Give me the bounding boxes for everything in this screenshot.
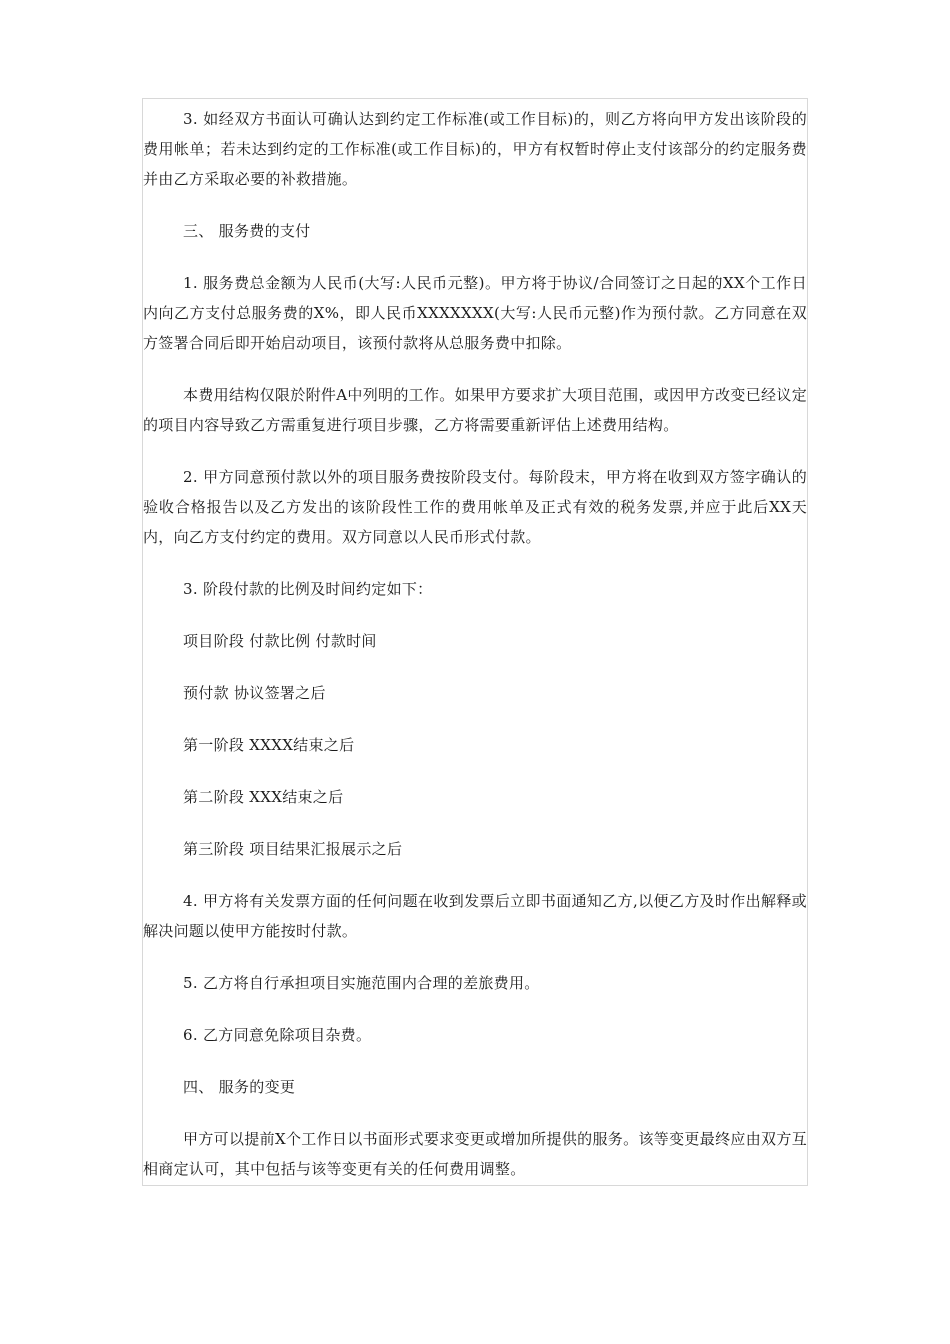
fee-structure-scope: 本费用结构仅限於附件A中列明的工作。如果甲方要求扩大项目范围，或因甲方改变已经议定的项目内容导致乙方需重复进行项目步骤，乙方将需要重新评估上述费用结构。 (143, 386, 807, 434)
clause-3-acceptance: 3. 如经双方书面认可确认达到约定工作标准(或工作目标)的，则乙方将向甲方发出该阶段的费用帐单；若未达到约定的工作标准(或工作目标)的，甲方有权暂时停止支付该部分的约定服务费并由乙方采取必要的补救措施。 (143, 110, 807, 188)
schedule-row-prepayment: 预付款 协议签署之后 (183, 684, 326, 702)
clause-3-payment-schedule: 3. 阶段付款的比例及时间约定如下： (183, 580, 433, 598)
service-change-clause: 甲方可以提前X个工作日以书面形式要求变更或增加所提供的服务。该等变更最终应由双方互相商定认可，其中包括与该等变更有关的任何费用调整。 (143, 1130, 807, 1178)
schedule-row-stage-1: 第一阶段 XXXX结束之后 (183, 736, 355, 754)
clause-1-total-fee: 1. 服务费总金额为人民币(大写:人民币元整)。甲方将于协议/合同签订之日起的XX个工作日内向乙方支付总服务费的X%，即人民币XXXXXXX(大写:人民币元整)作为预付款。乙方同意在双方签署合同后即开始启动项目，该预付款将从总服务费中扣除。 (143, 274, 807, 352)
section-heading-changes: 四、 服务的变更 (183, 1078, 296, 1096)
section-heading-payment: 三、 服务费的支付 (183, 222, 311, 240)
clause-5-travel-costs: 5. 乙方将自行承担项目实施范围内合理的差旅费用。 (183, 974, 540, 992)
clause-6-misc-fees: 6. 乙方同意免除项目杂费。 (183, 1026, 372, 1044)
clause-4-invoice-issues: 4. 甲方将有关发票方面的任何问题在收到发票后立即书面通知乙方,以便乙方及时作出解释或解决问题以使甲方能按时付款。 (143, 892, 807, 940)
schedule-row-stage-3: 第三阶段 项目结果汇报展示之后 (183, 840, 403, 858)
document-body (143, 104, 807, 1184)
schedule-row-stage-2: 第二阶段 XXX结束之后 (183, 788, 344, 806)
clause-2-stage-payment: 2. 甲方同意预付款以外的项目服务费按阶段支付。每阶段末，甲方将在收到双方签字确认的验收合格报告以及乙方发出的该阶段性工作的费用帐单及正式有效的税务发票,并应于此后XX天内，向乙方支付约定的费用。双方同意以人民币形式付款。 (143, 468, 807, 546)
schedule-header-row: 项目阶段 付款比例 付款时间 (183, 632, 377, 650)
